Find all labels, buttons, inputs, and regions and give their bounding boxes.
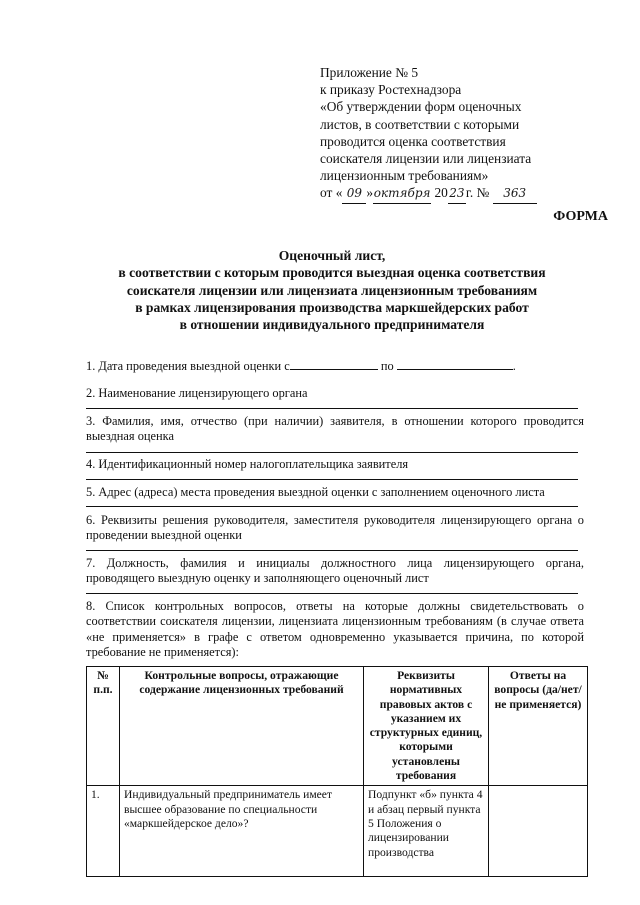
handwritten-year: 23 [448,185,466,203]
date-to-blank[interactable] [397,358,513,370]
appendix-line: соискателя лицензии или лицензиата [320,151,532,167]
handwritten-day: 09 [342,185,366,203]
header-legal-references: Реквизиты нормативных правовых актов с указанием их структурных единиц, которыми установлены требования [364,667,489,786]
row-answer[interactable] [489,786,588,877]
item-1-mid: по [380,359,394,373]
item-3-fill-line[interactable] [86,452,578,453]
document-title [60,247,604,333]
header-answers: Ответы на вопросы (да/нет/ не применяется) [489,667,588,786]
item-3-applicant-name: 3. Фамилия, имя, отчество (при наличии) заявителя, в отношении которого проводится выездная оценка [86,414,584,444]
handwritten-month: октября [373,185,431,203]
item-5-fill-line[interactable] [86,506,578,507]
appendix-line: лицензионным требованиям» [320,168,489,184]
checklist-table [86,666,588,877]
day-close: » [366,185,374,201]
title-line: в рамках лицензирования производства маркшейдерских работ [135,299,529,315]
table-row [87,786,588,877]
item-6-fill-line[interactable] [86,550,578,551]
date-prefix: от « [320,185,343,201]
appendix-line: проводится оценка соответствия [320,133,506,149]
title-line: Оценочный лист, [278,248,386,263]
item-1-label: 1. Дата проведения выездной оценки с [86,359,290,373]
header-questions: Контрольные вопросы, отражающие содержание лицензионных требований [120,667,364,786]
item-4-fill-line[interactable] [86,479,578,480]
item-5-address: 5. Адрес (адреса) места проведения выездной оценки с заполнением оценочного листа [86,485,545,499]
title-line: в отношении индивидуального предпринимателя [179,317,485,333]
year-prefix: 20 [434,185,448,201]
order-date-line [320,184,620,203]
row-number: 1. [87,786,120,877]
appendix-line: «Об утверждении форм оценочных [320,99,522,115]
row-reference: Подпункт «б» пункта 4 и абзац первый пункта 5 Положения о лицензировании производства [364,786,489,877]
item-2-fill-line[interactable] [86,408,578,409]
date-from-blank[interactable] [290,358,378,370]
year-suffix: г. № [465,185,490,201]
item-1-end: . [512,359,516,373]
appendix-line: к приказу Ростехнадзора [320,82,462,98]
appendix-line: листов, в соответствии с которыми [320,116,520,132]
title-line: соискателя лицензии или лицензиата лицензионным требованиям [126,282,538,298]
table-header-row [87,667,588,786]
item-6-decision-details: 6. Реквизиты решения руководителя, заместителя руководителя лицензирующего органа о проведении выездной оценки [86,513,584,543]
row-question: Индивидуальный предприниматель имеет высшее образование по специальности «маркшейдерское дело»? [120,786,364,877]
item-8-checklist-intro: 8. Список контрольных вопросов, ответы на которые должны свидетельствовать о соответствии соискателя лицензии, лицензиата лицензионным требованиям (в случае ответа «не применяется» в графе с ответом одновременно указывается причина, по которой требование не применяется): [86,599,584,660]
appendix-block [320,64,620,204]
form-label: ФОРМА [553,209,608,224]
appendix-line: Приложение № 5 [320,65,419,80]
item-7-fill-line[interactable] [86,593,578,594]
item-4-inn: 4. Идентификационный номер налогоплательщика заявителя [86,457,409,471]
item-7-official: 7. Должность, фамилия и инициалы должностного лица лицензирующего органа, проводящего выездную оценку и заполняющего оценочный лист [86,556,584,586]
title-line: в соответствии с которым проводится выездная оценка соответствия [118,265,546,281]
handwritten-order-number: 363 [493,185,537,203]
header-number: № п.п. [87,667,120,786]
item-1-date-range [86,358,584,374]
item-2-licensing-authority: 2. Наименование лицензирующего органа [86,386,308,400]
